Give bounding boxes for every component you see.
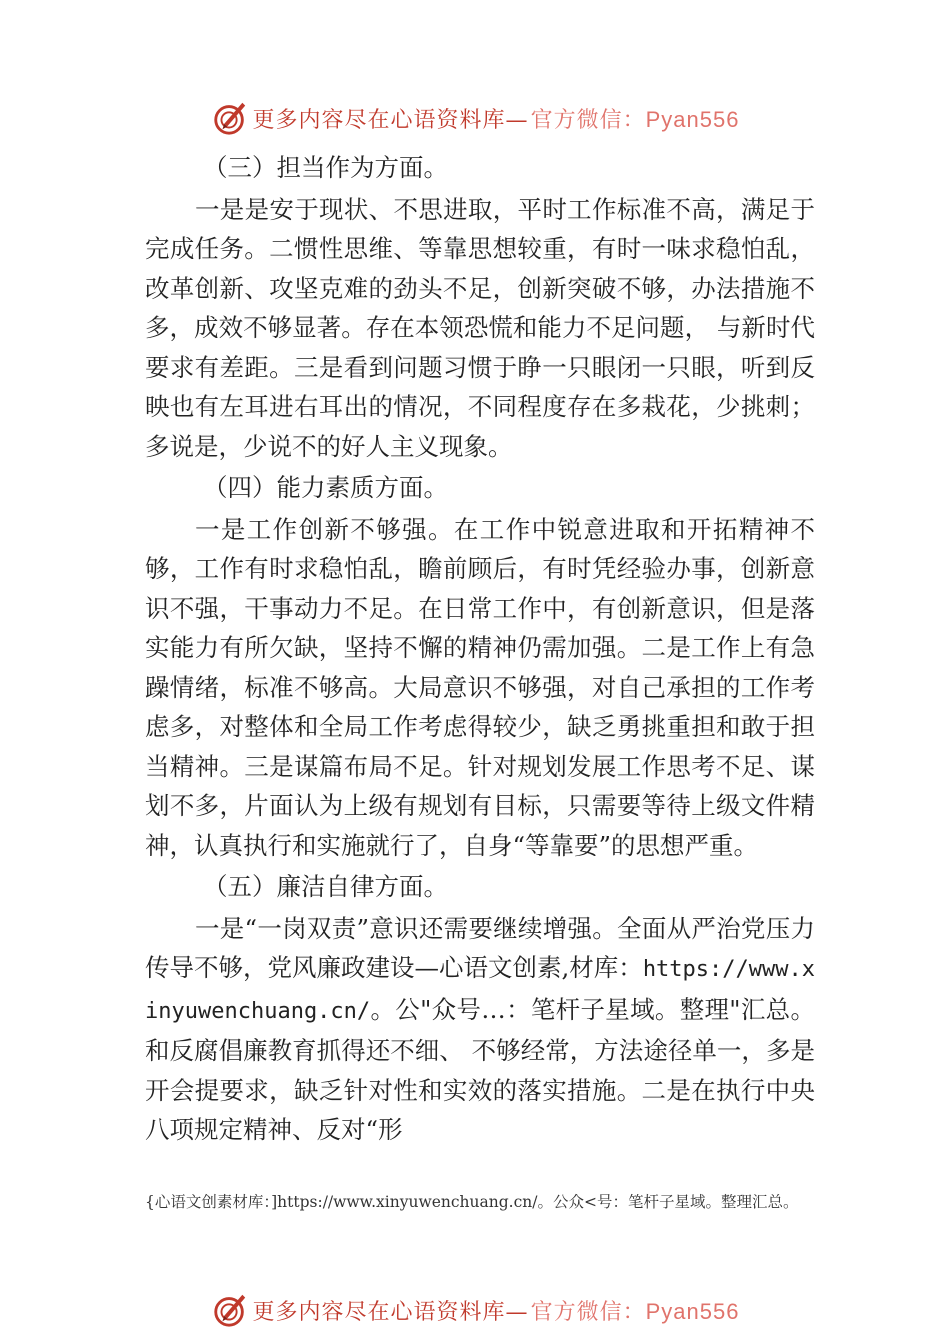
- pen-logo-icon: [211, 99, 249, 137]
- footer-banner-main: 更多内容尽在心语资料库—: [252, 1299, 529, 1325]
- section-heading-3: （三）担当作为方面。: [203, 153, 448, 182]
- page-footnote: {心语文创素材库：]https://www.xinyuwenchuang.cn/。公众<号：笔杆子星域。整理汇总。: [145, 1193, 799, 1211]
- header-banner: [0, 96, 950, 140]
- header-banner-main: 更多内容尽在心语资料库—: [252, 107, 529, 133]
- footer-banner: [0, 1288, 950, 1332]
- header-banner-text: [253, 103, 740, 134]
- section-heading-5: （五）廉洁自律方面。: [203, 872, 448, 901]
- section-heading-4: （四）能力素质方面。: [203, 473, 448, 502]
- section-body-3: 一是是安于现状、不思进取，平时工作标准不高，满足于完成任务。二惯性思维、等靠思想较重，有时一味求稳怕乱，改革创新、攻坚克难的劲头不足，创新突破不够，办法措施不多，成效不够显著。存在本领恐慌和能力不足问题， 与新时代要求有差距。三是看到问题习惯于睁一只眼闭一只眼，听到反映也有左耳进右耳出的情况，不同程度存在多栽花，少挑刺；多说是，少说不的好人主义现象。: [145, 194, 815, 461]
- section-body-5-part2: 。公"众号…：笔杆子星域。整理"汇总。和反腐倡廉教育抓得还不细、 不够经常，方法途径单一，多是开会提要求，缺乏针对性和实效的落实措施。二是在执行中央八项规定精神、反对“形: [145, 994, 815, 1144]
- section-body-5: [145, 909, 815, 1150]
- document-body: [145, 148, 815, 1152]
- pen-logo-icon: [211, 1291, 249, 1329]
- footer-banner-text: [253, 1295, 740, 1326]
- section-body-5-part1: 一是“一岗双责”意识还需要继续增强。全面从严治党压力传导不够，党风廉政建设—心语文创素,材库：: [145, 913, 815, 982]
- header-wechat-id: Pyan556: [645, 106, 740, 132]
- header-wechat-label: 官方微信：: [530, 107, 646, 133]
- section-body-5-url: https://www.xinyuwenchuang.cn/: [145, 957, 815, 1024]
- footer-wechat-id: Pyan556: [645, 1298, 740, 1324]
- section-body-4: 一是工作创新不够强。在工作中锐意进取和开拓精神不够，工作有时求稳怕乱，瞻前顾后，有时凭经验办事，创新意识不强，干事动力不足。在日常工作中，有创新意识，但是落实能力有所欠缺，坚持不懈的精神仍需加强。二是工作上有急躁情绪，标准不够高。大局意识不够强，对自己承担的工作考虑多，对整体和全局工作考虑得较少，缺乏勇挑重担和敢于担当精神。三是谋篇布局不足。针对规划发展工作思考不足、谋划不多，片面认为上级有规划有目标，只需要等待上级文件精神，认真执行和实施就行了，自身“等靠要”的思想严重。: [145, 514, 815, 860]
- footer-wechat-label: 官方微信：: [530, 1299, 646, 1325]
